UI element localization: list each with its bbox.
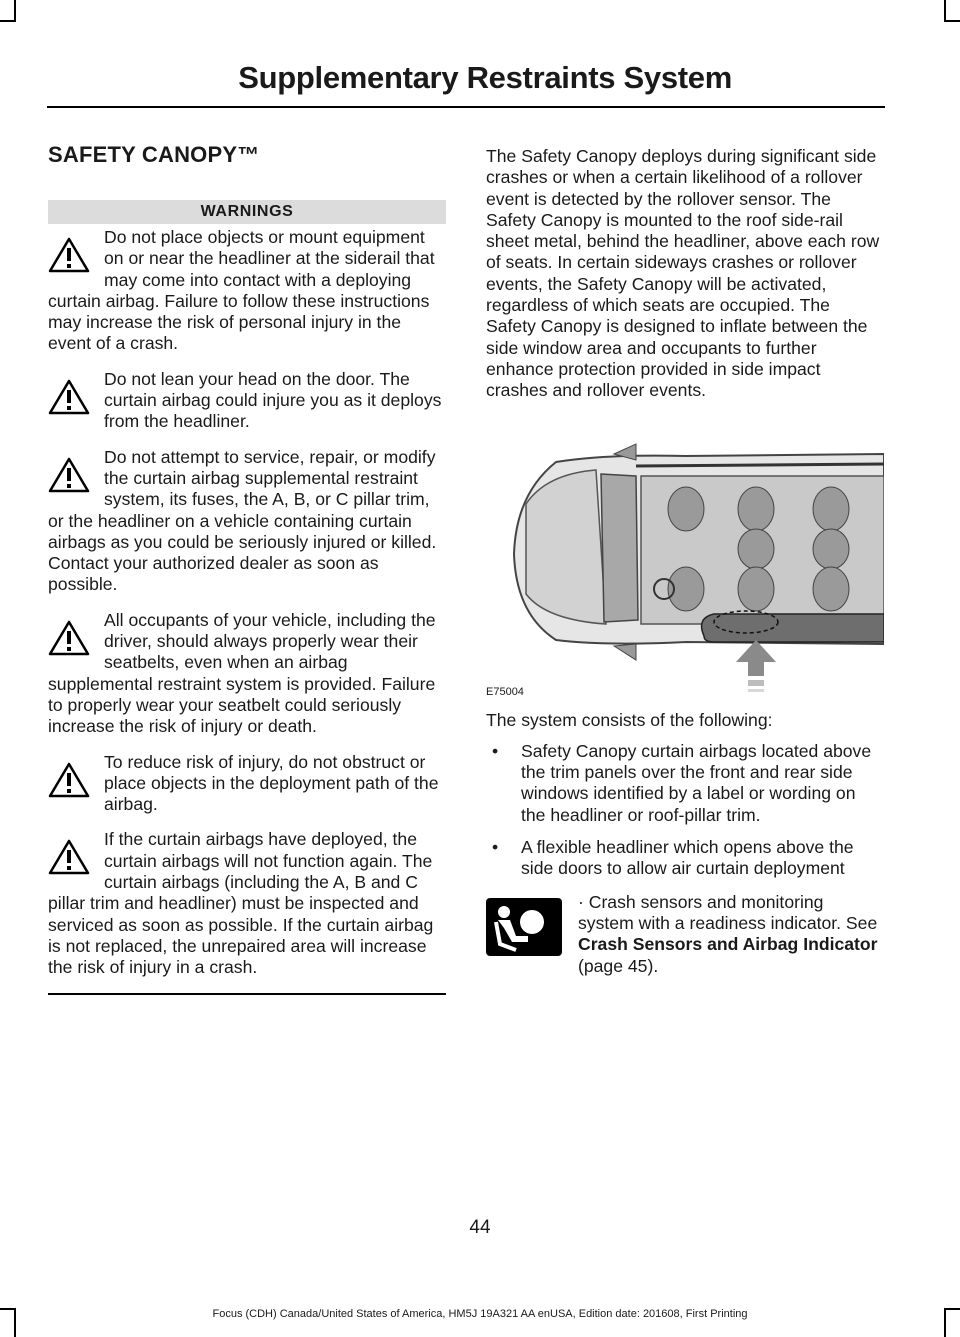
warning-item [48, 447, 446, 596]
warning-triangle-icon [48, 237, 104, 283]
warning-item [48, 610, 446, 738]
page-ref: (page 45). [578, 955, 659, 976]
sensor-paragraph [486, 892, 882, 977]
figure-id: E75004 [486, 685, 524, 698]
warning-triangle-icon [48, 457, 104, 503]
warning-item [48, 369, 446, 433]
sensor-text: · Crash sensors and monitoring system with a readiness indicator. See [578, 891, 878, 933]
crash-sensors-link[interactable]: Crash Sensors and Airbag Indicator [578, 934, 878, 955]
vehicle-illustration [486, 414, 884, 698]
warning-text: Do not place objects or mount equipment on or near the headliner at the siderail that may come into contact with a deploying curtain airbag. Failure to follow these instructions may increase the risk of personal injury in the event of a crash. [48, 227, 435, 354]
bullet: • [492, 740, 499, 761]
warning-triangle-icon [48, 762, 104, 808]
warnings-list [48, 227, 446, 979]
warning-text: If the curtain airbags have deployed, the curtain airbags will not function again. The curtain airbags (including the A, B and C pillar trim and headliner) must be inspected and serviced as soon as possible. If the curtain airbag is not replaced, the unrepaired area will increase the risk of injury in a crash. [48, 829, 434, 978]
footer-text: Focus (CDH) Canada/United States of America, HM5J 19A321 AA enUSA, Edition date: 201608, First Printing [212, 1308, 748, 1320]
crop-mark [14, 0, 16, 22]
warning-triangle-icon [48, 839, 104, 885]
bullet: • [492, 837, 499, 858]
intro-paragraph: The Safety Canopy deploys during significant side crashes or when a certain likelihood of a rollover event is detected by the rollover sensor. The Safety Canopy is mounted to the roof side-rail sheet metal, behind the headliner, above each row of seats. In certain sideways crashes or rollover events, the Safety Canopy will be activated, regardless of which seats are occupied. The Safety Canopy is designed to inflate between the side window area and occupants to further enhance protection provided in side impact crashes and rollover events. [486, 146, 880, 401]
warning-item [48, 227, 446, 355]
components-list [486, 741, 882, 880]
warning-text: All occupants of your vehicle, including the driver, should always properly wear their seatbelts, even when an airbag supplemental restraint system is provided. Failure to properly wear your seatbelt could seriously increase the risk of injury or death. [48, 609, 436, 737]
warnings-end-rule [48, 993, 446, 995]
list-item-text: Safety Canopy curtain airbags located above the trim panels over the front and rear side windows identified by a label or wording on the headliner or roof-pillar trim. [521, 740, 872, 825]
warning-text: Do not attempt to service, repair, or modify the curtain airbag supplemental restraint system, its fuses, the A, B, or C pillar trim, or the headliner on a vehicle containing curtain airbags as you could be seriously injured or killed. Contact your authorized dealer as soon as possible. [48, 446, 437, 595]
header-rule [47, 106, 885, 108]
crop-mark [944, 0, 946, 22]
left-column [48, 140, 446, 995]
warning-text: To reduce risk of injury, do not obstruct or place objects in the deployment path of the airbag. [104, 751, 439, 815]
warning-item [48, 829, 446, 978]
car-top-view-figure [486, 414, 884, 694]
list-intro: The system consists of the following: [486, 709, 773, 730]
page-number: 44 [469, 1217, 491, 1238]
warning-triangle-icon [48, 379, 104, 425]
warning-triangle-icon [48, 620, 104, 666]
page-header-title: Supplementary Restraints System [238, 60, 732, 95]
section-title: SAFETY CANOPY™ [48, 142, 260, 167]
warning-text: Do not lean your head on the door. The curtain airbag could injure you as it deploys from the headliner. [104, 368, 442, 432]
list-item-text: A flexible headliner which opens above the side doors to allow air curtain deployment [521, 837, 854, 879]
crop-mark [0, 20, 16, 22]
right-column [486, 146, 882, 977]
airbag-indicator-icon [486, 898, 562, 956]
warnings-banner: WARNINGS [48, 200, 446, 224]
warning-item [48, 752, 446, 816]
list-item [486, 837, 882, 880]
crop-mark [944, 20, 960, 22]
list-item [486, 741, 882, 826]
